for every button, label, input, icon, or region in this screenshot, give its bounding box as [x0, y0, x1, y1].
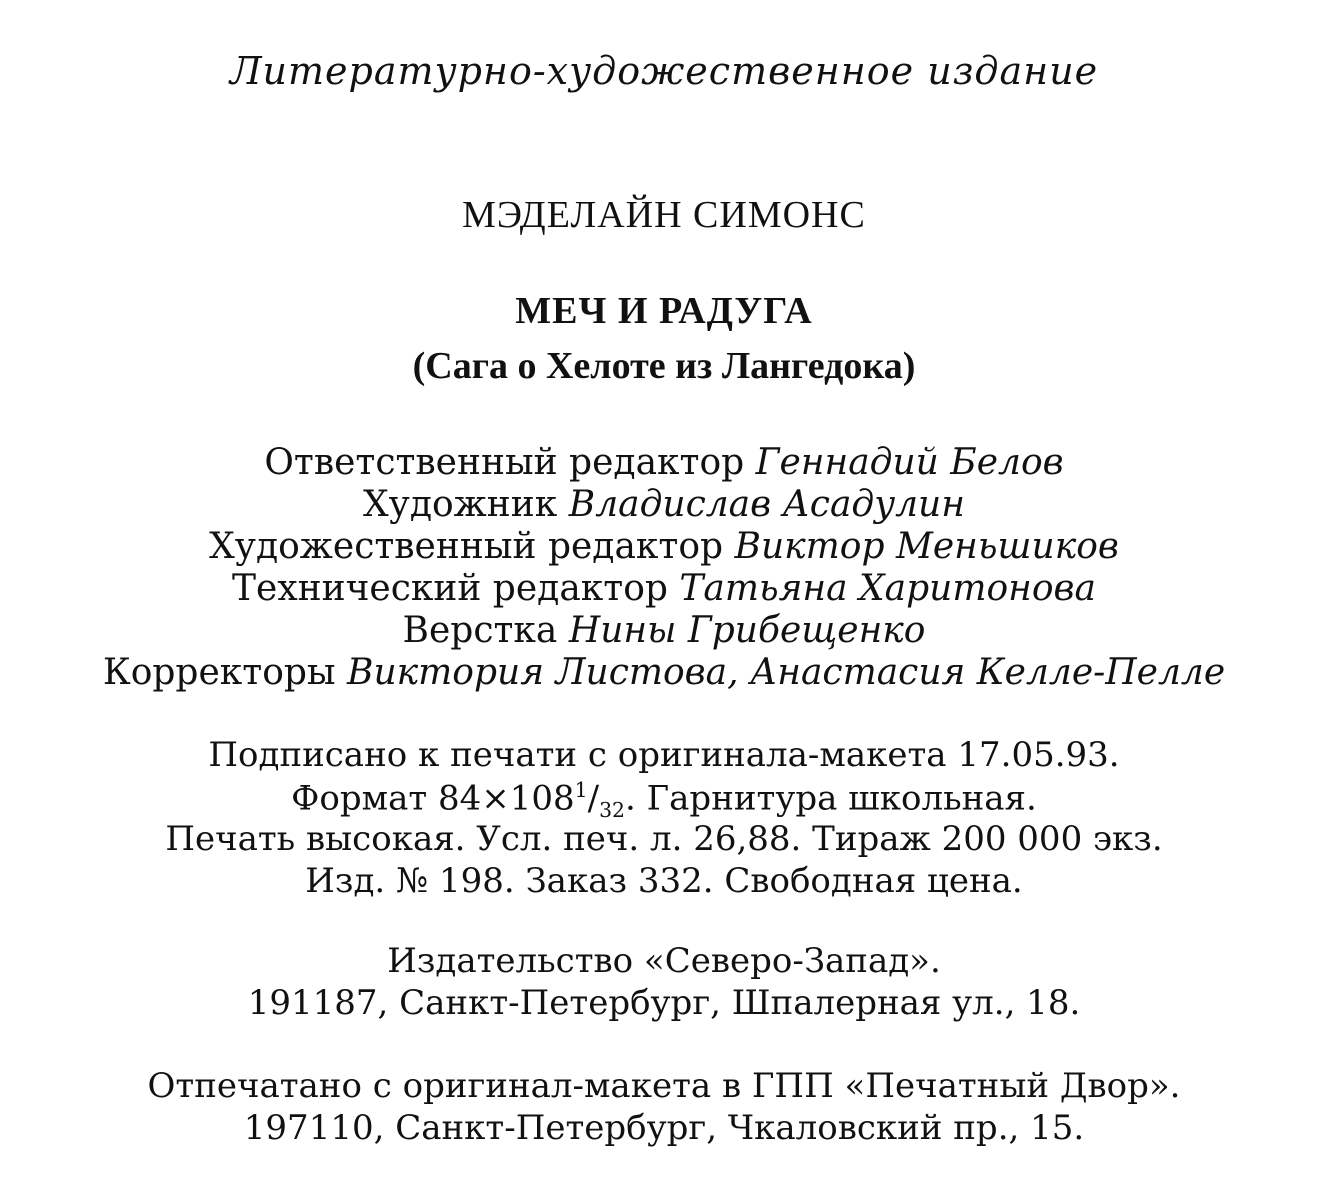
format-suffix: . Гарнитура школьная. [625, 778, 1037, 819]
print-order: Изд. № 198. Заказ 332. Свободная цена. [305, 861, 1023, 901]
printer-address: 197110, Санкт-Петербург, Чкаловский пр., 15. [243, 1108, 1085, 1148]
printer-name: Отпечатано с оригинал-макета в ГПП «Печатный Двор». [147, 1066, 1181, 1106]
credit-line [0, 526, 1328, 567]
format-numerator: 1 [574, 778, 588, 802]
print-format: Формат $84\times 108^1/_{32}$. Гарнитура школьная. [291, 778, 1037, 823]
credit-line [0, 610, 1328, 651]
format-denominator: 32 [599, 798, 626, 823]
credit-person: Татьяна Харитонова [679, 568, 1096, 609]
credit-role: Верстка [402, 610, 558, 651]
book-title: МЕЧ И РАДУГА [515, 290, 813, 332]
credit-line [0, 652, 1328, 693]
credit-role: Технический редактор [232, 568, 668, 609]
credit-role: Художественный редактор [209, 526, 724, 567]
format-prefix: Формат 84×108 [291, 778, 575, 819]
print-signed: Подписано к печати с оригинала-макета 17.05.93. [208, 735, 1120, 775]
credit-role: Корректоры [102, 652, 336, 693]
credit-line [0, 568, 1328, 609]
credit-person: Виктор Меньшиков [734, 526, 1119, 567]
book-subtitle: (Сага о Хелоте из Лангедока) [412, 345, 916, 387]
credit-person: Геннадий Белов [755, 442, 1064, 483]
credit-person: Нины Грибещенко [568, 610, 926, 651]
credit-role: Ответственный редактор [264, 442, 745, 483]
author-name: МЭДЕЛАЙН СИМОНС [462, 194, 866, 236]
credit-person: Виктория Листова, Анастасия Келле-Пелле [347, 652, 1226, 693]
print-run: Печать высокая. Усл. печ. л. 26,88. Тираж 200 000 экз. [165, 819, 1163, 859]
credit-line [0, 484, 1328, 525]
publisher-address: 191187, Санкт-Петербург, Шпалерная ул., 18. [247, 983, 1081, 1023]
credit-person: Владислав Асадулин [568, 484, 965, 525]
credit-line [0, 442, 1328, 483]
credit-role: Художник [363, 484, 558, 525]
edition-type: Литературно-художественное издание [229, 49, 1099, 93]
publisher-name: Издательство «Северо-Запад». [387, 941, 941, 981]
